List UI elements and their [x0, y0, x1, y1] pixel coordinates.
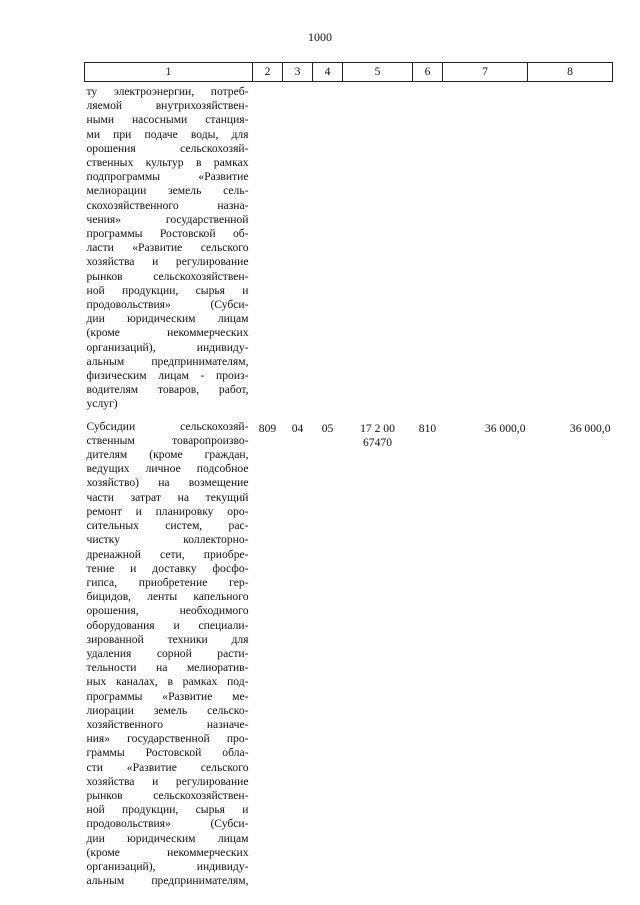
ministry-code: 809 [258, 421, 277, 435]
column-header: 1 [85, 63, 253, 82]
column-header: 5 [343, 63, 413, 82]
column-header: 2 [253, 63, 283, 82]
subsection-code: 05 [321, 421, 334, 435]
column-header: 4 [313, 63, 343, 82]
column-header: 6 [413, 63, 443, 82]
table-row [85, 412, 613, 889]
page-number: 1000 [308, 30, 332, 44]
column-header: 8 [528, 63, 613, 82]
amount-year-2: 36 000,0 [569, 421, 611, 435]
target-article-code: 17 2 00 67470 [360, 421, 395, 449]
budget-table [84, 62, 613, 888]
column-header: 7 [443, 63, 528, 82]
column-header: 3 [283, 63, 313, 82]
section-code: 04 [291, 421, 304, 435]
table-row [85, 82, 613, 412]
column-number-header [85, 63, 613, 82]
row-description: ту электроэнергии, потреб- ляемой внутрихозяйствен- ными насосными станция- ми при подаче воды, для орошения сельскохозяй- ственных культур в рамках подпрограммы «Развитие мелиорации земель сель- скохозяйственного назна- чения» государственной программы Ростовской об- ласти «Развитие сельского хозяйства и регулирование рынков сельскохозяйствен- ной продукции, сырья и продовольствия» (Субси- дии юридическим лицам (кроме некоммерческих организаций), индивиду- альным предпринимателям, физическим лицам - произ- водителям товаров, работ, услуг) [86, 85, 249, 411]
amount-year-1: 36 000,0 [484, 421, 526, 435]
expense-type-code: 810 [418, 421, 437, 435]
row-description: Субсидии сельскохозяй- ственным товаропроизво- дителям (кроме граждан, ведущих личное подсобное хозяйство) на возмещение части затрат на текущий ремонт и планировку оро- сительных систем, рас- чистку коллекторно- дренажной сети, приобре- тение и доставку фосфо- гипса, приобретение гер- бицидов, ленты капельного орошения, необходимого оборудования и специали- зированной техники для удаления сорной расти- тельности на мелиоратив- ных каналах, в рамках под- программы «Развитие ме- лиорации земель сельско- хозяйственного назначе- ния» государственной про- граммы Ростовской обла- сти «Развитие сельского хозяйства и регулирование рынков сельскохозяйствен- ной продукции, сырья и продовольствия» (Субси- дии юридическим лицам (кроме некоммерческих организаций), индивиду- альным предпринимателям, [86, 419, 249, 888]
